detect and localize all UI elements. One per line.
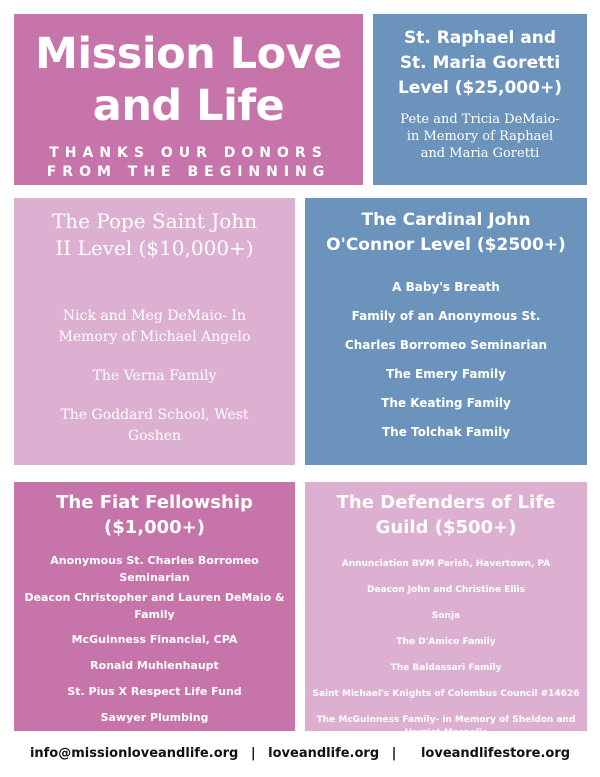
donor-line: Ronald Muhlenhaupt	[90, 659, 219, 672]
footer-separator: |	[391, 746, 397, 761]
raphael-level-panel	[373, 14, 587, 185]
footer-separator: |	[250, 746, 256, 761]
title-panel	[14, 14, 363, 185]
donor-line: Harriet Margolis	[404, 728, 488, 738]
cardinal-heading-line: O'Connor Level ($2500+)	[326, 235, 566, 255]
pope-donor-1	[14, 306, 295, 348]
donor-line: The Tolchak Family	[381, 425, 511, 439]
donor-line: Memory of Michael Angelo	[58, 329, 251, 345]
donor-line: The D'Amico Family	[396, 637, 496, 647]
fiat-level-panel	[14, 482, 295, 731]
donor-line: Family	[134, 608, 175, 621]
page-title	[14, 28, 363, 132]
fiat-heading-line: The Fiat Fellowship	[56, 492, 253, 513]
pope-heading-line: The Pope Saint John	[51, 209, 258, 233]
footer-contact	[0, 744, 600, 764]
raphael-heading-line: St. Maria Goretti	[399, 53, 561, 73]
defenders-heading-line: Guild ($500+)	[375, 517, 517, 538]
raphael-heading	[373, 26, 587, 101]
pope-heading	[14, 208, 295, 262]
donor-line: Saint Michael's Knights of Colombus Council #14626	[312, 689, 580, 699]
tagline-line-1: THANKS OUR DONORS	[49, 145, 328, 161]
donor-line: Sonja	[431, 611, 461, 621]
tagline	[14, 144, 363, 182]
donor-line: Pete and Tricia DeMaio-	[400, 112, 560, 127]
raphael-heading-line: Level ($25,000+)	[398, 78, 562, 98]
donor-line: The McGuinness Family- in Memory of Sheldon and	[316, 715, 576, 725]
raphael-heading-line: St. Raphael and	[403, 28, 557, 48]
donor-line: The Baldassari Family	[390, 663, 502, 673]
donor-line: Deacon John and Christine Ellis	[367, 585, 525, 595]
defenders-heading	[305, 490, 587, 540]
fiat-heading	[14, 490, 295, 540]
donor-line: St. Pius X Respect Life Fund	[67, 685, 242, 698]
title-line-2: and Life	[92, 81, 285, 131]
defenders-level-panel	[305, 482, 587, 738]
cardinal-level-panel	[305, 198, 587, 465]
title-line-1: Mission Love	[35, 29, 342, 79]
donor-line: in Memory of Raphael	[406, 129, 554, 144]
donor-line: Deacon Christopher and Lauren DeMaio &	[24, 591, 285, 604]
raphael-donors	[373, 111, 587, 162]
donor-line: The Goddard School, West	[60, 407, 249, 423]
pope-level-panel	[14, 198, 295, 465]
donor-line: The Verna Family	[92, 368, 217, 384]
defenders-heading-line: The Defenders of Life	[336, 492, 556, 513]
cardinal-heading	[305, 208, 587, 258]
donor-line: McGuinness Financial, CPA	[71, 633, 238, 646]
donor-line: The Keating Family	[381, 396, 511, 410]
pope-heading-line: II Level ($10,000+)	[55, 236, 254, 260]
donor-line: Annunciation BVM Parish, Havertown, PA	[341, 559, 551, 569]
donor-line: and Maria Goretti	[420, 146, 540, 161]
donor-line: Family of an Anonymous St.	[351, 309, 541, 323]
tagline-line-2: FROM THE BEGINNING	[46, 164, 331, 180]
donor-line: Goshen	[127, 428, 182, 444]
donor-line: The Emery Family	[386, 367, 506, 381]
footer-email[interactable]: info@missionloveandlife.org	[29, 746, 239, 761]
donor-line: Sawyer Plumbing	[100, 711, 209, 724]
donor-line: Nick and Meg DeMaio- In	[62, 308, 247, 324]
footer-site-link[interactable]: loveandlife.org	[268, 746, 380, 761]
cardinal-heading-line: The Cardinal John	[361, 210, 531, 230]
footer-store-link[interactable]: loveandlifestore.org	[420, 746, 571, 761]
fiat-heading-line: ($1,000+)	[104, 517, 205, 538]
donor-line: Anonymous St. Charles Borromeo Seminarian	[50, 554, 259, 584]
donor-line: A Baby's Breath	[392, 280, 500, 294]
pope-donor-3	[14, 405, 295, 447]
donor-line: Charles Borromeo Seminarian	[344, 338, 548, 352]
